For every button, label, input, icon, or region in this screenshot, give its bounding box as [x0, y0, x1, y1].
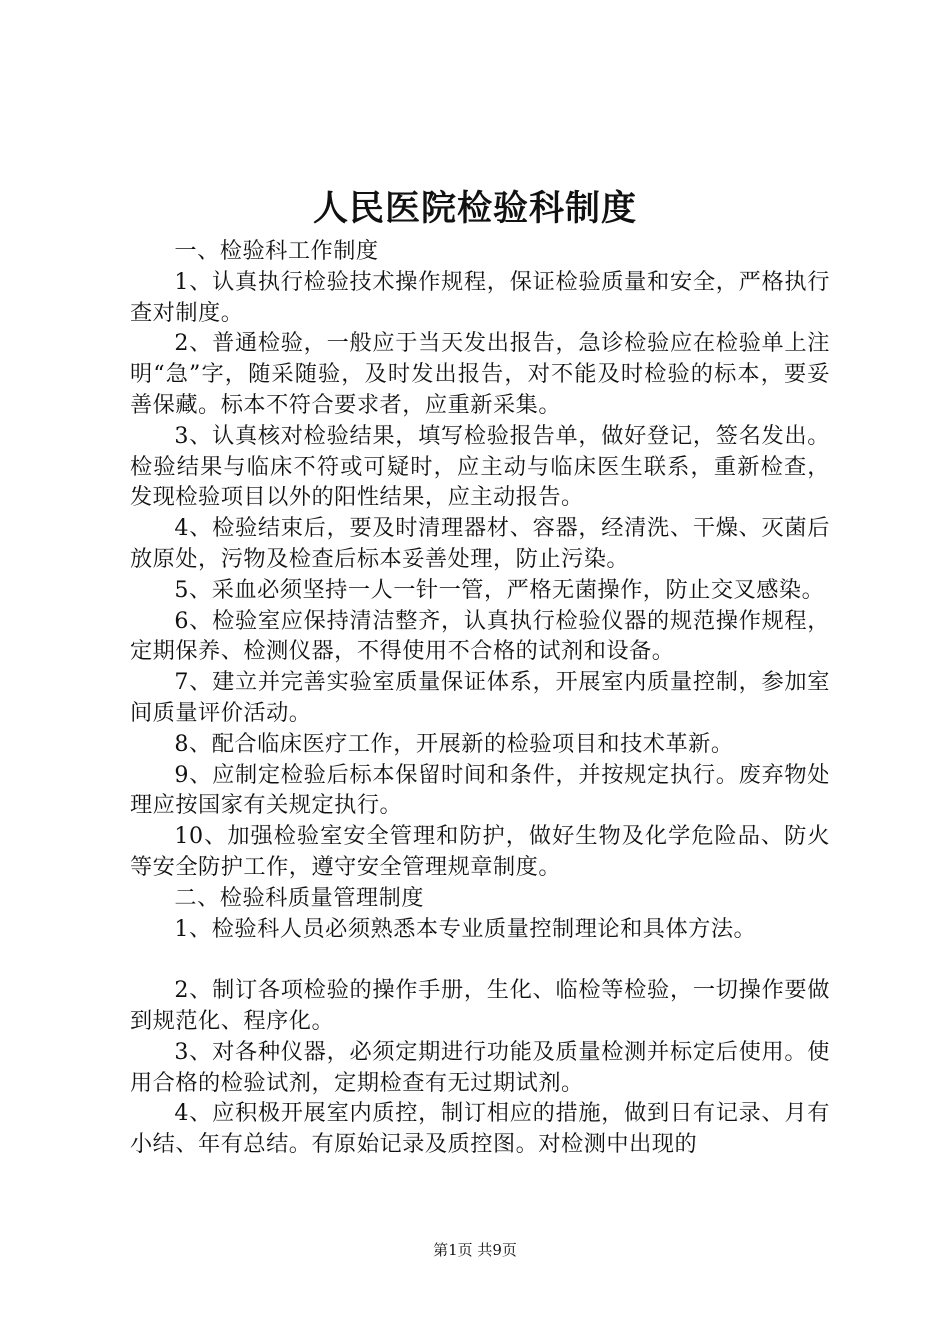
- paragraph: 1、检验科人员必须熟悉本专业质量控制理论和具体方法。: [174, 915, 757, 942]
- paragraph: 10、加强检验室安全管理和防护，做好生物及化学危险品、防火等安全防护工作，遵守安全管理规章制度。: [130, 823, 830, 880]
- paragraph: 3、对各种仪器，必须定期进行功能及质量检测并标定后使用。使用合格的检验试剂，定期检查有无过期试剂。: [130, 1038, 830, 1096]
- paragraph: 9、应制定检验后标本保留时间和条件，并按规定执行。废弃物处理应按国家有关规定执行。: [130, 761, 830, 819]
- paragraph: 4、应积极开展室内质控，制订相应的措施，做到日有记录、月有小结、年有总结。有原始记录及质控图。对检测中出现的: [130, 1100, 830, 1158]
- paragraph: 3、认真核对检验结果，填写检验报告单，做好登记，签名发出。检验结果与临床不符或可疑时，应主动与临床医生联系，重新检查，发现检验项目以外的阳性结果，应主动报告。: [130, 422, 830, 511]
- paragraph: 4、检验结束后，要及时清理器材、容器，经清洗、干燥、灭菌后放原处，污物及检查后标本妥善处理，防止污染。: [130, 515, 830, 572]
- document-body: [130, 236, 830, 1160]
- paragraph: 2、制订各项检验的操作手册，生化、临检等检验，一切操作要做到规范化、程序化。: [130, 977, 830, 1034]
- page-footer: 第1页 共9页: [433, 1241, 517, 1259]
- paragraph: 8、配合临床医疗工作，开展新的检验项目和技术革新。: [174, 730, 734, 757]
- section-heading-2: 二、检验科质量管理制度: [174, 884, 424, 911]
- paragraph: 7、建立并完善实验室质量保证体系，开展室内质量控制，参加室间质量评价活动。: [130, 669, 830, 726]
- section-heading-1: 一、检验科工作制度: [174, 238, 379, 264]
- document-title: 人民医院检验科制度: [312, 188, 637, 229]
- paragraph: 1、认真执行检验技术操作规程，保证检验质量和安全，严格执行查对制度。: [130, 268, 830, 326]
- paragraph: 6、检验室应保持清洁整齐，认真执行检验仪器的规范操作规程，定期保养、检测仪器，不得使用不合格的试剂和设备。: [130, 607, 830, 665]
- paragraph: 5、采血必须坚持一人一针一管，严格无菌操作，防止交叉感染。: [174, 576, 825, 603]
- paragraph: 2、普通检验，一般应于当天发出报告，急诊检验应在检验单上注明“急”字，随采随验，及时发出报告，对不能及时检验的标本，要妥善保藏。标本不符合要求者，应重新采集。: [130, 330, 830, 418]
